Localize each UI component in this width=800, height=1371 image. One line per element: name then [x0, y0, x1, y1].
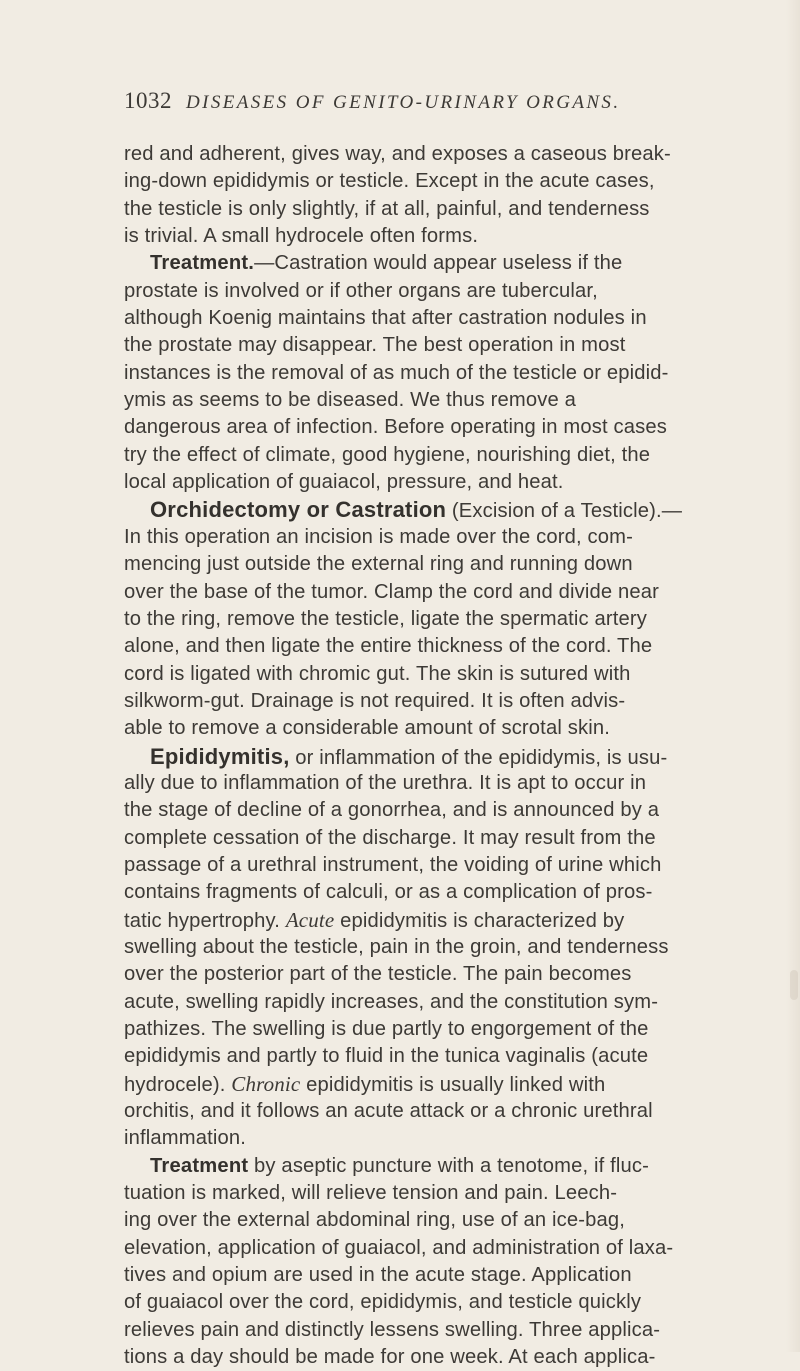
- text-line: epididymis and partly to fluid in the tunica vaginalis (acute: [124, 1045, 649, 1068]
- text-line: contains fragments of calculi, or as a complication of pros-: [124, 881, 653, 904]
- text-line: over the posterior part of the testicle. The pain becomes: [124, 963, 632, 986]
- text-line: In this operation an incision is made over the cord, com-: [124, 525, 633, 548]
- text-line: tions a day should be made for one week. At each applica-: [124, 1346, 656, 1369]
- body-text: [124, 141, 764, 1371]
- text-line: although Koenig maintains that after castration nodules in: [124, 307, 647, 330]
- text-line: [124, 1071, 764, 1098]
- text-line: elevation, application of guaiacol, and administration of laxa-: [124, 1236, 674, 1259]
- text-line: complete cessation of the discharge. It may result from the: [124, 826, 656, 849]
- text-line: cord is ligated with chromic gut. The skin is sutured with: [124, 662, 631, 685]
- text-line: to the ring, remove the testicle, ligate the spermatic artery: [124, 607, 648, 630]
- text-line: orchitis, and it follows an acute attack or a chronic urethral: [124, 1100, 653, 1123]
- text-line: [124, 907, 764, 934]
- section-heading-treatment: Treatment.: [150, 252, 255, 275]
- text-run: by aseptic puncture with a tenotome, if fluc-: [248, 1154, 650, 1177]
- text-line: [124, 250, 764, 277]
- text-line: over the base of the tumor. Clamp the cord and divide near: [124, 580, 660, 603]
- text-line: of guaiacol over the cord, epididymis, and testicle quickly: [124, 1291, 642, 1314]
- text-line: the testicle is only slightly, if at all, painful, and tenderness: [124, 197, 650, 220]
- text-line: prostate is involved or if other organs are tubercular,: [124, 279, 598, 302]
- text-run: (Excision of a Testicle).—: [446, 500, 683, 523]
- text-line: pathizes. The swelling is due partly to engorgement of the: [124, 1018, 649, 1040]
- section-heading-treatment-2: Treatment: [150, 1154, 249, 1177]
- text-line: ally due to inflammation of the urethra. It is apt to occur in: [124, 771, 647, 794]
- italic-term-chronic: Chronic: [231, 1071, 301, 1096]
- text-run: hydrocele).: [124, 1073, 226, 1096]
- text-run: epididymitis is usually linked with: [300, 1073, 606, 1096]
- text-line: mencing just outside the external ring and running down: [124, 553, 633, 576]
- text-line: [124, 496, 764, 523]
- text-run: tatic hypertrophy.: [124, 909, 281, 932]
- page-edge-shadow: [786, 0, 800, 1352]
- text-line: ing over the external abdominal ring, use of an ice-bag,: [124, 1209, 626, 1232]
- text-line: alone, and then ligate the entire thickness of the cord. The: [124, 635, 653, 658]
- text-line: acute, swelling rapidly increases, and the constitution sym-: [124, 990, 659, 1013]
- text-line: able to remove a considerable amount of scrotal skin.: [124, 717, 610, 740]
- paper-blemish: [790, 970, 798, 1000]
- text-line: [124, 743, 764, 770]
- italic-term-acute: Acute: [285, 907, 335, 932]
- text-line: is trivial. A small hydrocele often forms.: [124, 225, 479, 248]
- text-line: tives and opium are used in the acute stage. Application: [124, 1264, 632, 1287]
- text-line: inflammation.: [124, 1127, 247, 1150]
- text-line: the prostate may disappear. The best operation in most: [124, 334, 626, 357]
- text-run: —Castration would appear useless if the: [254, 252, 623, 275]
- running-head: DISEASES OF GENITO-URINARY ORGANS.: [186, 92, 621, 113]
- text-line: ymis as seems to be diseased. We thus remove a: [124, 389, 576, 412]
- text-line: local application of guaiacol, pressure, and heat.: [124, 471, 564, 494]
- text-line: instances is the removal of as much of the testicle or epidid-: [124, 361, 669, 384]
- text-line: the stage of decline of a gonorrhea, and is announced by a: [124, 799, 660, 822]
- text-line: swelling about the testicle, pain in the groin, and tenderness: [124, 935, 669, 958]
- text-run: or inflammation of the epididymis, is usu-: [289, 746, 668, 769]
- text-line: ing-down epididymis or testicle. Except in the acute cases,: [124, 170, 655, 193]
- text-line: silkworm-gut. Drainage is not required. It is often advis-: [124, 689, 626, 712]
- text-line: red and adherent, gives way, and exposes a caseous break-: [124, 143, 671, 165]
- text-line: try the effect of climate, good hygiene, nourishing diet, the: [124, 443, 651, 466]
- text-line: tuation is marked, will relieve tension and pain. Leech-: [124, 1182, 618, 1205]
- text-line: passage of a urethral instrument, the voiding of urine which: [124, 853, 662, 876]
- page-header: [124, 88, 764, 122]
- text-line: relieves pain and distinctly lessens swelling. Three applica-: [124, 1318, 661, 1341]
- section-heading-epididymitis: Epididymitis,: [150, 743, 290, 769]
- text-line: [124, 1153, 764, 1180]
- text-line: dangerous area of infection. Before operating in most cases: [124, 416, 668, 439]
- page-number: 1032: [124, 88, 172, 113]
- text-run: epididymitis is characterized by: [334, 909, 625, 932]
- section-heading-orchidectomy: Orchidectomy or Castration: [150, 497, 447, 523]
